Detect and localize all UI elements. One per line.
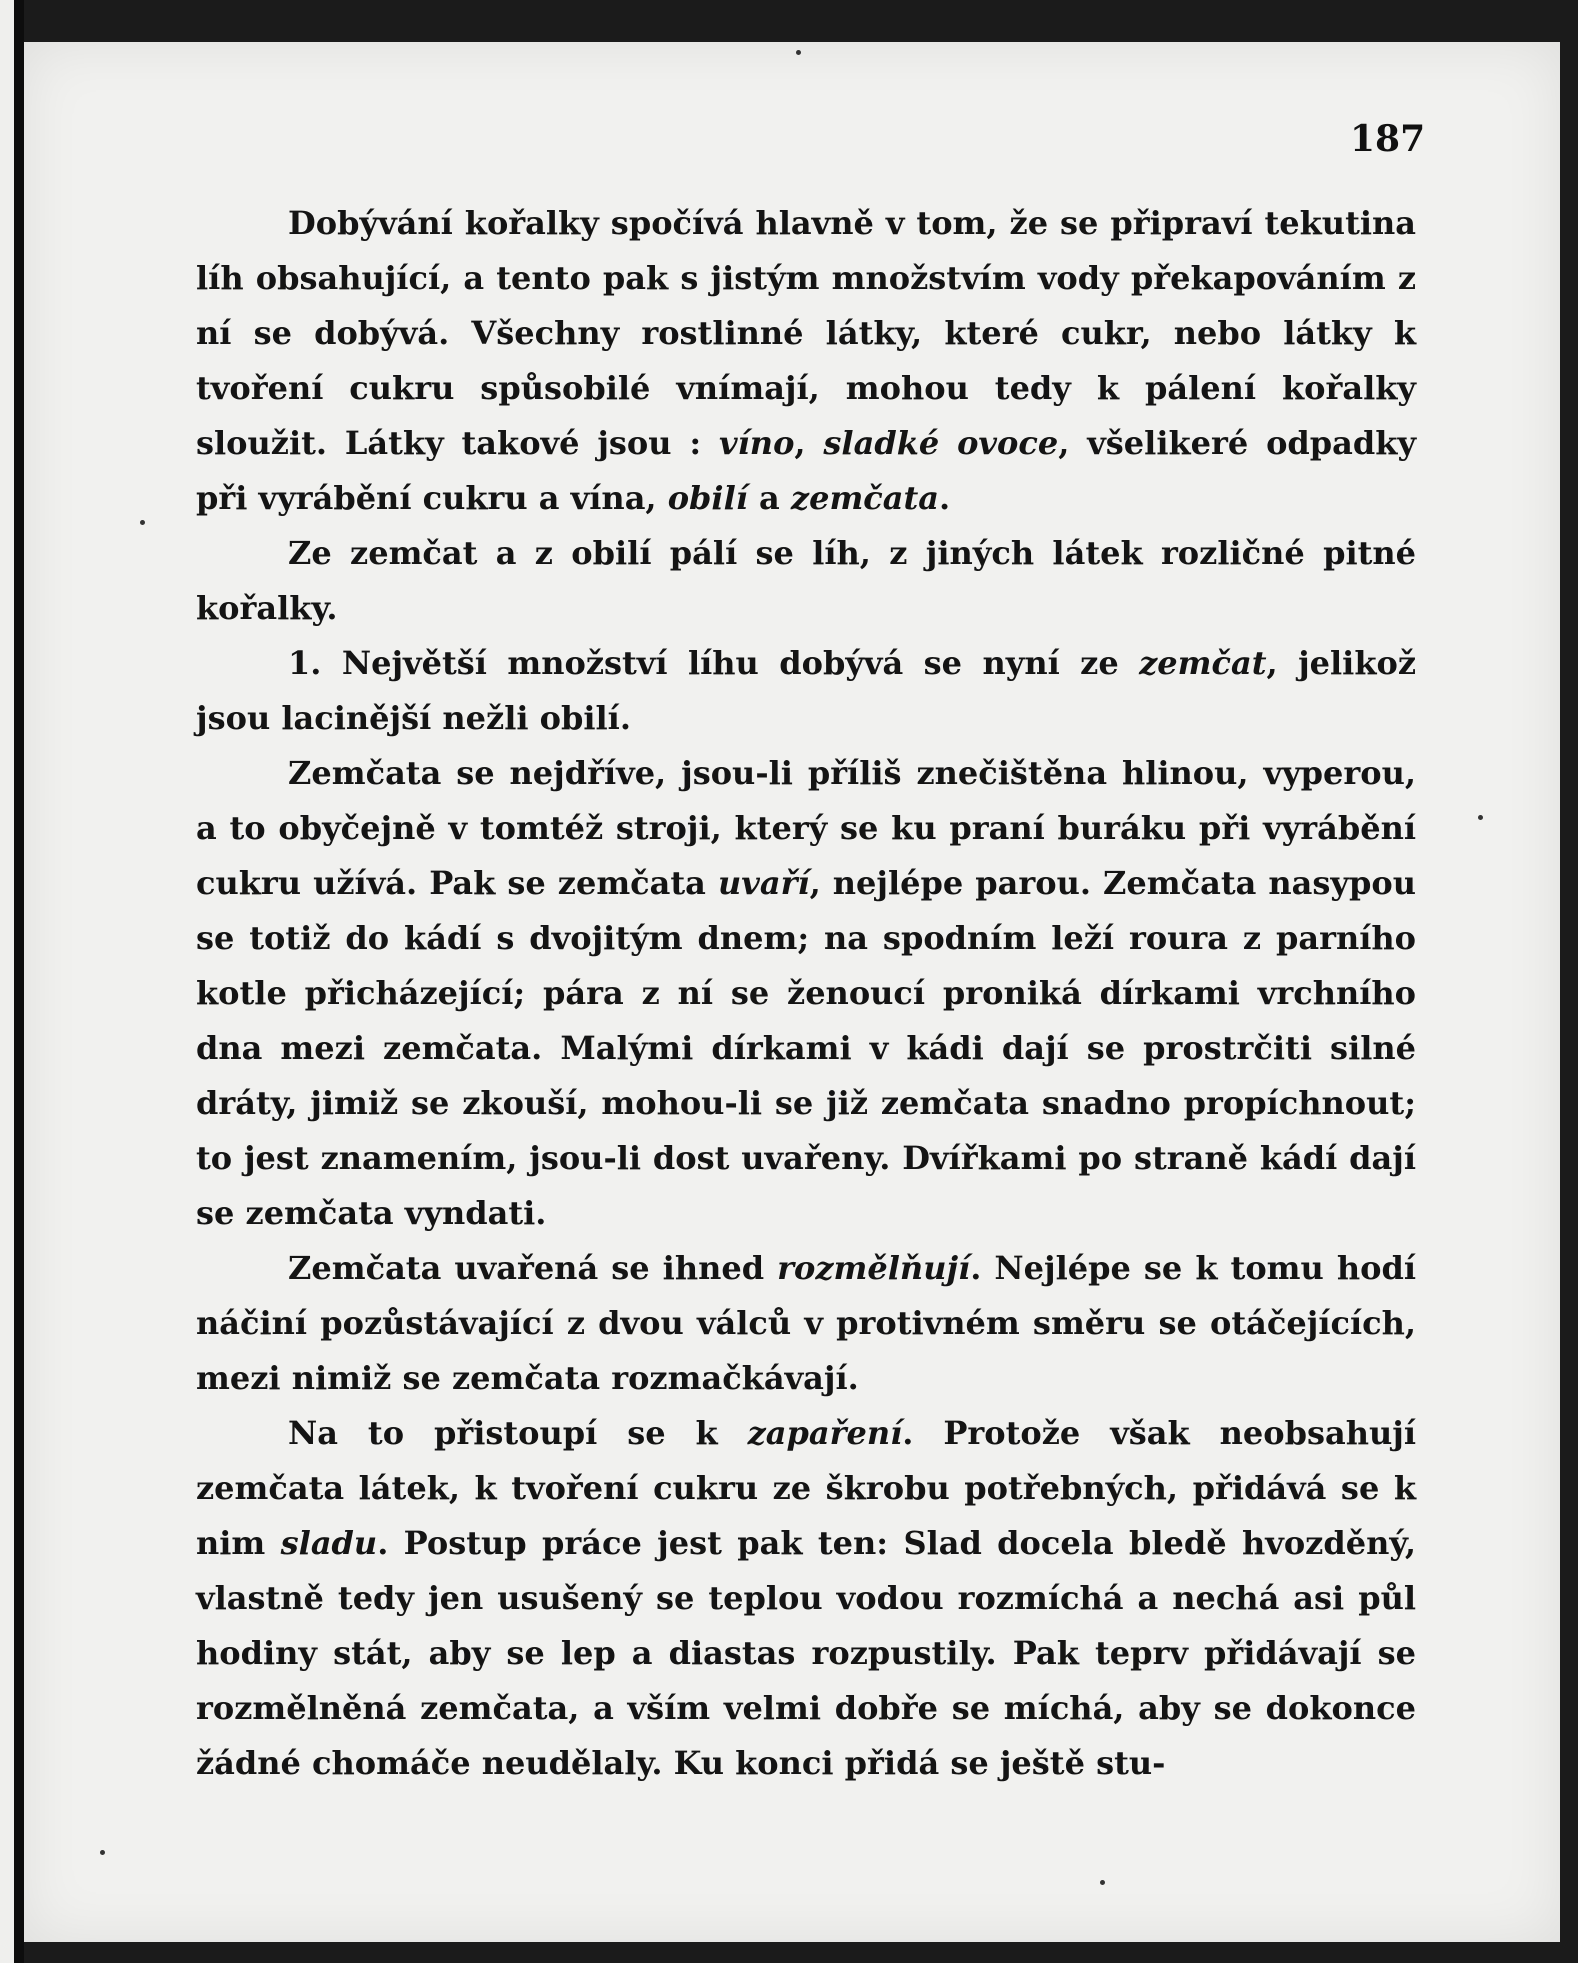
text-run: Zemčata se nejdříve, jsou-li příliš znečištěna hlinou, vyperou, a to obyčejně v tomtéž stroji, který se ku praní buráku při vyrábění cukru užívá. Pak se zemčata bbox=[196, 754, 1416, 902]
paragraph-4 bbox=[196, 746, 1416, 1241]
text-run: , jelikož jsou lacinější nežli obilí. bbox=[196, 644, 1416, 737]
text-run: , všelikeré odpadky při vyrábění cukru a vína, bbox=[196, 424, 1417, 517]
scan-speck bbox=[1100, 1880, 1105, 1885]
scan-speck bbox=[796, 50, 801, 55]
text-run: a bbox=[747, 479, 791, 517]
paragraph-6 bbox=[196, 1406, 1416, 1791]
italic-term: sladké ovoce bbox=[823, 424, 1059, 462]
italic-term: víno bbox=[719, 424, 795, 462]
text-run: Dobývání kořalky spočívá hlavně v tom, že se připraví tekutina líh obsahující, a tento pak s jistým množstvím vody překapováním z ní se dobývá. Všechny rostlinné látky, které cukr, nebo látky k tvoření cukru spůsobilé vnímají, mohou tedy k pálení kořalky sloužit. Látky takové jsou : bbox=[196, 204, 1416, 462]
text-run: Na to přistoupí se k bbox=[288, 1414, 748, 1452]
italic-term: sladu bbox=[280, 1524, 378, 1562]
page-number: 187 bbox=[1350, 118, 1426, 160]
text-run: , bbox=[794, 424, 824, 462]
italic-term: obilí bbox=[667, 479, 748, 517]
italic-term: zemčata bbox=[790, 479, 940, 517]
text-run: Zemčata uvařená se ihned bbox=[288, 1249, 778, 1287]
paragraph-2: Ze zemčat a z obilí pálí se líh, z jiných látek rozličné pitné kořalky. bbox=[196, 534, 1416, 627]
text-run: . Protože však neobsahují zemčata látek, k tvoření cukru ze škrobu potřebných, přidává se k nim bbox=[196, 1414, 1417, 1562]
text-run: . Postup práce jest pak ten: Slad docela bledě hvozděný, vlastně tedy jen usušený se teplou vodou rozmíchá a nechá asi půl hodiny stát, aby se lep a diastas rozpustily. Pak teprv přidávají se rozmělněná zemčata, a vším velmi dobře se míchá, aby se dokonce žádné chomáče neudělaly. Ku konci přidá se ještě stu- bbox=[196, 1524, 1417, 1782]
paragraph-3 bbox=[196, 636, 1416, 746]
text-run: . bbox=[939, 479, 951, 517]
binding-edge bbox=[0, 0, 24, 1963]
paragraph-5 bbox=[196, 1241, 1416, 1406]
scan-speck bbox=[1478, 815, 1483, 820]
italic-term: uvaří bbox=[717, 864, 810, 902]
scan-speck bbox=[100, 1850, 105, 1855]
text-run: 1. Největší množství líhu dobývá se nyní ze bbox=[288, 644, 1140, 682]
scan-speck bbox=[140, 520, 145, 525]
paragraph-1 bbox=[196, 196, 1416, 526]
italic-term: rozmělňují bbox=[777, 1249, 971, 1287]
text-run: , nejlépe parou. Zemčata nasypou se totiž do kádí s dvojitým dnem; na spodním leží roura z parního kotle přicházející; pára z ní se ženoucí proniká dírkami vrchního dna mezi zemčata. Malými dírkami v kádi dají se prostrčiti silné dráty, jimiž se zkouší, mohou-li se již zemčata snadno propíchnout; to jest znamením, jsou-li dost uvařeny. Dvířkami po straně kádí dají se zemčata vyndati. bbox=[196, 864, 1417, 1232]
body-text bbox=[196, 196, 1416, 1791]
italic-term: zapaření bbox=[747, 1414, 903, 1452]
italic-term: zemčat bbox=[1139, 644, 1267, 682]
text-run: . Nejlépe se k tomu hodí náčiní pozůstávající z dvou válců v protivném směru se otáčejících, mezi nimiž se zemčata rozmačkávají. bbox=[196, 1249, 1417, 1397]
